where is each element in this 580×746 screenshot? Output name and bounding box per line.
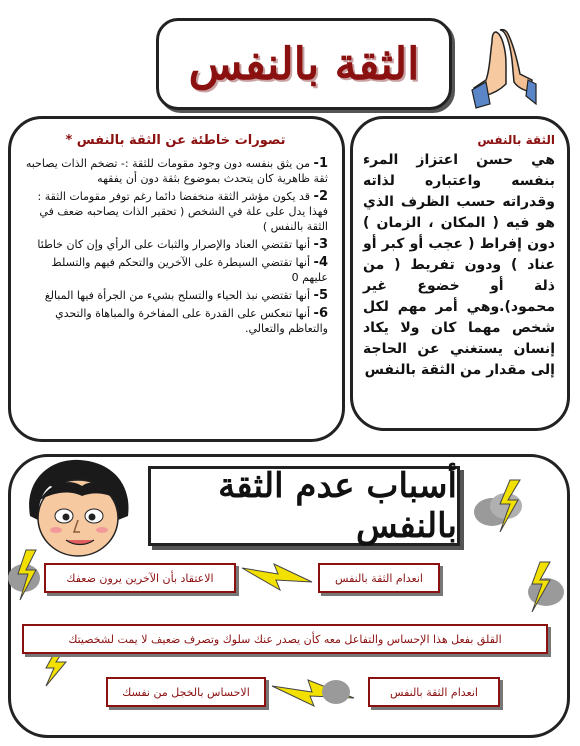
definition-box (350, 116, 570, 431)
cause-box: الاحساس بالخجل من نفسك (106, 677, 266, 707)
lightning-bolt-icon (36, 648, 76, 688)
lightning-cloud-icon (520, 560, 570, 620)
cause-box: انعدام الثقة بالنفس (368, 677, 500, 707)
item-text: قد يكون مؤشر الثقة منخفضا دائما رغم توفر مقومات الثقة : فهذا يدل على علة في الشخص ( تحقير الذات يصاحبه ضعف في الثقة بالنفس ) (37, 190, 328, 233)
cause-box: انعدام الثقة بالنفس (318, 563, 440, 593)
item-number: 5- (313, 288, 328, 303)
item-number: 4- (313, 255, 328, 270)
causes-title: أسباب عدم الثقة بالنفس (218, 466, 457, 546)
item-text: أنها تقتضي العناد والإصرار والثبات على الرأي وإن كان خاطئا (37, 238, 311, 251)
misconception-item (23, 189, 328, 234)
girl-face-icon (20, 456, 138, 562)
item-text: أنها تنعكس على القدرة على المفاخرة والمباهاة والتحدي والتعاظم والتعالي. (55, 307, 328, 335)
item-text: أنها تقتضي نبذ الحياء والتسلح بشيء من الجرأة فيها المبالغ (44, 289, 311, 302)
item-number: 3- (313, 237, 328, 252)
definition-text: هي حسن اعتزاز المرء بنفسه واعتباره لذاته وقدراته حسب الظرف الذي هو فيه ( المكان ، الزمان ) دون إفراط ( عجب أو كبر أو عناد ) ودون تفريط ( من ذلة أو خضوع غير محمود).وهي أمر مهم لكل شخص مهما كان ولا يكاد إنسان يستغني عن الحاجة إلى مقدار من الثقة بالنفس (363, 152, 555, 378)
item-number: 6- (313, 306, 328, 321)
item-number: 1- (313, 156, 328, 171)
title-banner (156, 18, 452, 110)
misconception-item (23, 156, 328, 186)
misconception-item (23, 237, 328, 252)
item-number: 2- (313, 189, 328, 204)
item-text: أنها تقتضي السيطرة على الآخرين والتحكم فيهم والتسلط عليهم 0 (51, 256, 328, 284)
causes-title-banner (148, 466, 460, 546)
praying-hands-icon (466, 24, 538, 110)
page-title: الثقة بالنفس (188, 38, 420, 90)
cause-box: القلق بفعل هذا الإحساس والتفاعل معه كأن يصدر عنك سلوك وتصرف ضعيف لا يمت لشخصيتك (22, 624, 548, 654)
lightning-cloud-icon (318, 670, 352, 708)
item-text: من يثق بنفسه دون وجود مقومات للثقة :- تضخم الذات يصاحبه ثقة ظاهرية كان يتحدث بموضوع بثقة دون أن يفقهه (25, 157, 328, 185)
misconceptions-box (8, 116, 345, 442)
lightning-cloud-icon (470, 476, 532, 550)
definition-heading: الثقة بالنفس (477, 133, 555, 147)
misconception-item (23, 306, 328, 336)
cause-box: الاعتقاد بأن الآخرين يرون ضعفك (44, 563, 236, 593)
lightning-bolt-icon (238, 560, 316, 594)
misconceptions-heading: تصورات خاطئة عن الثقة بالنفس * (65, 133, 286, 148)
misconception-item (23, 255, 328, 285)
misconception-item (23, 288, 328, 303)
